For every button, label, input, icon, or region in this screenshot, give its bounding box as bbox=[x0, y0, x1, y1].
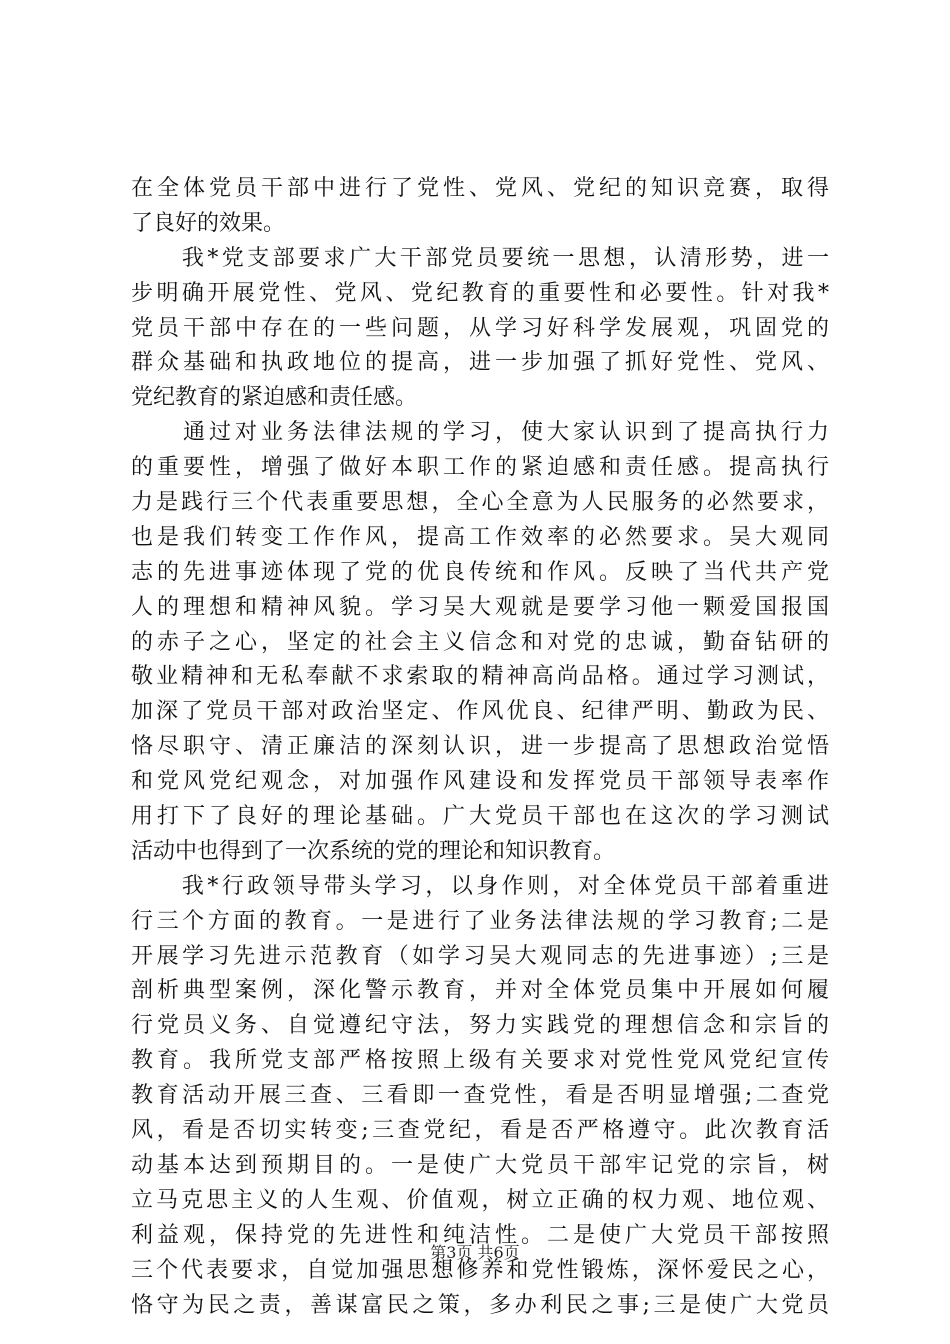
text-line: 群众基础和执政地位的提高，进一步加强了抓好党性、党风、 bbox=[131, 350, 829, 376]
text-line: 用打下了良好的理论基础。广大党员干部也在这次的学习测试 bbox=[131, 804, 829, 830]
text-line: 恪尽职守、清正廉洁的深刻认识，进一步提高了思想政治觉悟 bbox=[131, 734, 829, 760]
text-line: 剖析典型案例，深化警示教育，并对全体党员集中开展如何履 bbox=[131, 978, 829, 1004]
document-body bbox=[131, 172, 829, 1323]
text-line: 党员干部中存在的一些问题，从学习好科学发展观，巩固党的 bbox=[131, 315, 829, 341]
text-line: 利益观，保持党的先进性和纯洁性。二是使广大党员干部按照 bbox=[131, 1222, 829, 1248]
text-line: 加深了党员干部对政治坚定、作风优良、纪律严明、勤政为民、 bbox=[131, 699, 829, 725]
text-line: 风，看是否切实转变;三查党纪，看是否严格遵守。此次教育活 bbox=[131, 1118, 829, 1144]
text-line: 教育。我所党支部严格按照上级有关要求对党性党风党纪宣传 bbox=[131, 1048, 829, 1074]
text-line: 志的先进事迹体现了党的优良传统和作风。反映了当代共产党 bbox=[131, 559, 829, 585]
text-line: 了良好的效果。 bbox=[131, 210, 286, 236]
text-line: 立马克思主义的人生观、价值观，树立正确的权力观、地位观、 bbox=[131, 1187, 829, 1213]
text-line: 在全体党员干部中进行了党性、党风、党纪的知识竞赛，取得 bbox=[131, 176, 829, 201]
text-line: 动基本达到预期目的。一是使广大党员干部牢记党的宗旨，树 bbox=[131, 1152, 829, 1178]
text-line: 开展学习先进示范教育（如学习吴大观同志的先进事迹）;三是 bbox=[131, 943, 829, 969]
text-line: 教育活动开展三查、三看即一查党性，看是否明显增强;二查党 bbox=[131, 1083, 829, 1109]
text-line: 我*党支部要求广大干部党员要统一思想，认清形势，进一 bbox=[131, 245, 829, 271]
text-line: 恪守为民之责，善谋富民之策，多办利民之事;三是使广大党员 bbox=[131, 1292, 829, 1318]
text-line: 敬业精神和无私奉献不求索取的精神高尚品格。通过学习测试， bbox=[131, 664, 829, 690]
text-line: 行三个方面的教育。一是进行了业务法律法规的学习教育;二是 bbox=[131, 908, 829, 934]
text-line: 也是我们转变工作作风，提高工作效率的必然要求。吴大观同 bbox=[131, 524, 829, 550]
page-footer: 第3页 共6页 bbox=[430, 1243, 520, 1262]
text-line: 人的理想和精神风貌。学习吴大观就是要学习他一颗爱国报国 bbox=[131, 594, 829, 620]
text-line: 党纪教育的紧迫感和责任感。 bbox=[131, 385, 418, 411]
text-line: 活动中也得到了一次系统的党的理论和知识教育。 bbox=[131, 838, 616, 864]
text-line: 和党风党纪观念，对加强作风建设和发挥党员干部领导表率作 bbox=[131, 769, 829, 795]
text-line: 我*行政领导带头学习，以身作则，对全体党员干部着重进 bbox=[131, 873, 829, 899]
text-line: 三个代表要求，自觉加强思想修养和党性锻炼，深怀爱民之心， bbox=[131, 1257, 829, 1283]
text-line: 力是践行三个代表重要思想，全心全意为人民服务的必然要求， bbox=[131, 490, 829, 516]
text-line: 步明确开展党性、党风、党纪教育的重要性和必要性。针对我* bbox=[131, 280, 829, 306]
text-line: 通过对业务法律法规的学习，使大家认识到了提高执行力 bbox=[131, 420, 829, 446]
text-line: 的赤子之心，坚定的社会主义信念和对党的忠诚，勤奋钻研的 bbox=[131, 629, 829, 655]
text-line: 的重要性，增强了做好本职工作的紧迫感和责任感。提高执行 bbox=[131, 455, 829, 481]
text-line: 行党员义务、自觉遵纪守法，努力实践党的理想信念和宗旨的 bbox=[131, 1013, 829, 1039]
